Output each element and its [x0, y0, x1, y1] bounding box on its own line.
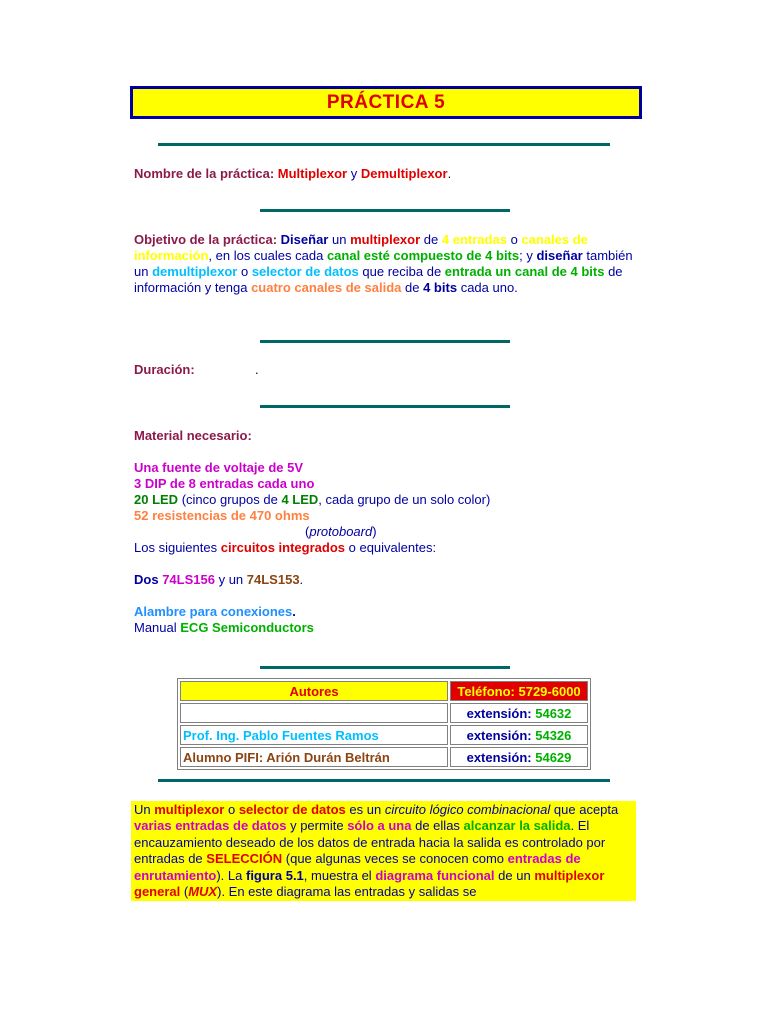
- divider: [260, 340, 510, 343]
- led-group: 4 LED: [281, 492, 319, 507]
- intro-text: alcanzar la salida: [463, 818, 571, 834]
- material-label: Material necesario:: [134, 428, 252, 443]
- dot: .: [447, 166, 452, 181]
- paren: ): [372, 524, 377, 539]
- ext-number: 54632: [535, 705, 572, 721]
- duration-value: [255, 362, 259, 378]
- ci-highlight: circuitos integrados: [220, 540, 345, 555]
- material-label-line: [134, 428, 252, 444]
- obj-text: Diseñar: [280, 232, 329, 247]
- intro-text: entradas de enrutamiento: [134, 851, 581, 883]
- material-item: [134, 540, 654, 556]
- obj-text: o: [510, 232, 518, 247]
- table-row: [180, 681, 588, 701]
- connector-text: y: [350, 166, 358, 181]
- material-item: 3 DIP de 8 entradas cada uno: [134, 476, 315, 491]
- intro-text: y permite: [290, 818, 344, 834]
- intro-text: o: [227, 802, 236, 817]
- obj-text: canales de información: [134, 232, 588, 263]
- obj-text: entrada un canal de 4 bits: [444, 264, 605, 279]
- ext-number: 54629: [535, 749, 572, 765]
- material-item: Una fuente de voltaje de 5V: [134, 460, 304, 475]
- author-name: Prof. Ing. Pablo Fuentes Ramos: [180, 725, 448, 745]
- ic-part: 74LS156: [162, 572, 215, 587]
- practice-name-line: [134, 166, 451, 182]
- intro-text: circuito lógico combinacional: [384, 802, 551, 817]
- spacer: [134, 556, 654, 572]
- wire-dot: .: [292, 604, 296, 619]
- paren: (: [305, 524, 310, 539]
- extension-cell: [450, 747, 588, 767]
- ci-text: o equivalentes:: [348, 540, 437, 555]
- ci-text: Los siguientes: [134, 540, 218, 555]
- spacer: [134, 588, 654, 604]
- intro-text: que acepta: [553, 802, 619, 817]
- extension-cell: [450, 703, 588, 723]
- author-name: [180, 703, 448, 723]
- material-item: 52 resistencias de 470 ohms: [134, 508, 310, 523]
- obj-text: cada uno.: [460, 280, 518, 295]
- mux-text: Multiplexor: [277, 166, 348, 181]
- ext-label: extensión:: [466, 727, 532, 743]
- intro-text: MUX: [188, 884, 218, 900]
- intro-text: selector de datos: [238, 802, 346, 817]
- ic-part: 74LS153: [246, 572, 300, 587]
- intro-paragraph: [131, 801, 636, 901]
- page-title: PRÁCTICA 5: [326, 91, 446, 113]
- intro-text: (que algunas veces se conocen como: [285, 851, 505, 867]
- obj-text: ; y: [519, 248, 533, 263]
- ext-label: extensión:: [466, 705, 532, 721]
- obj-text: diseñar: [536, 248, 583, 263]
- obj-text: de: [423, 232, 439, 247]
- material-item: [134, 604, 654, 620]
- ext-number: 54326: [535, 727, 572, 743]
- divider: [158, 143, 610, 146]
- obj-text: selector de datos: [251, 264, 359, 279]
- obj-text: 4 bits: [423, 280, 458, 295]
- material-item: [134, 572, 654, 588]
- table-row: [180, 725, 588, 745]
- phone-header: Teléfono: 5729-6000: [450, 681, 588, 701]
- demux-text: Demultiplexor: [360, 166, 448, 181]
- obj-text: de información y tenga: [134, 264, 623, 295]
- material-item: [134, 492, 654, 508]
- authors-table: [177, 678, 591, 770]
- divider: [260, 209, 510, 212]
- authors-header: Autores: [180, 681, 448, 701]
- material-item: [134, 524, 654, 540]
- obj-text: o: [240, 264, 249, 279]
- table-row: [180, 747, 588, 767]
- intro-text: de un: [498, 867, 531, 883]
- practice-name-label: Nombre de la práctica:: [134, 166, 275, 181]
- intro-text: multiplexor general: [134, 867, 605, 900]
- intro-text: figura 5.1: [245, 867, 304, 883]
- obj-text: un: [332, 232, 347, 247]
- intro-text: . El encauzamiento deseado de los datos de entrada hacia la salida es controlado por entradas de: [134, 818, 606, 867]
- material-list: [134, 460, 654, 636]
- duration-value-text: .: [255, 362, 259, 377]
- intro-text: ). La: [216, 867, 243, 883]
- intro-text: es un: [349, 802, 382, 817]
- ic-text: y un: [218, 572, 244, 587]
- title-box: [130, 86, 642, 119]
- ic-text: .: [299, 572, 304, 587]
- obj-text: cuatro canales de salida: [251, 280, 402, 295]
- wire-text: Alambre para conexiones: [134, 604, 293, 619]
- led-desc: (cinco grupos de: [181, 492, 278, 507]
- author-name: Alumno PIFI: Arión Durán Beltrán: [180, 747, 448, 767]
- obj-text: también un: [134, 248, 633, 279]
- led-desc: , cada grupo de un solo color): [318, 492, 491, 507]
- obj-text: que reciba de: [362, 264, 442, 279]
- obj-text: de: [405, 280, 420, 295]
- divider: [158, 779, 610, 782]
- ic-text: Dos: [134, 572, 159, 587]
- material-item: [134, 620, 654, 636]
- obj-text: multiplexor: [350, 232, 421, 247]
- manual-text: Manual: [134, 620, 177, 635]
- intro-text: ). En este diagrama las entradas y salidas se: [217, 884, 477, 900]
- intro-text: multiplexor: [154, 802, 225, 817]
- intro-text: diagrama funcional: [375, 867, 495, 883]
- protoboard-text: protoboard: [309, 524, 373, 539]
- objective-paragraph: [134, 232, 634, 296]
- intro-text: varias entradas de datos: [134, 818, 287, 834]
- intro-text: (: [183, 884, 189, 900]
- intro-text: de ellas: [415, 818, 460, 834]
- obj-text: , en los cuales cada: [208, 248, 324, 263]
- obj-text: 4 entradas: [441, 232, 507, 247]
- extension-cell: [450, 725, 588, 745]
- obj-text: canal esté compuesto de 4 bits: [326, 248, 520, 263]
- duration-line: [134, 362, 195, 378]
- obj-text: demultiplexor: [152, 264, 238, 279]
- intro-text: sólo a una: [347, 818, 412, 834]
- duration-label: Duración:: [134, 362, 195, 377]
- intro-text: SELECCIÓN: [206, 851, 283, 867]
- ext-label: extensión:: [466, 749, 532, 765]
- intro-text: , muestra el: [303, 867, 372, 883]
- led-count: 20 LED: [134, 492, 179, 507]
- divider: [260, 666, 510, 669]
- objective-label: Objetivo de la práctica:: [134, 232, 278, 247]
- divider: [260, 405, 510, 408]
- manual-name: ECG Semiconductors: [180, 620, 314, 635]
- intro-text: Un: [134, 802, 151, 817]
- table-row: [180, 703, 588, 723]
